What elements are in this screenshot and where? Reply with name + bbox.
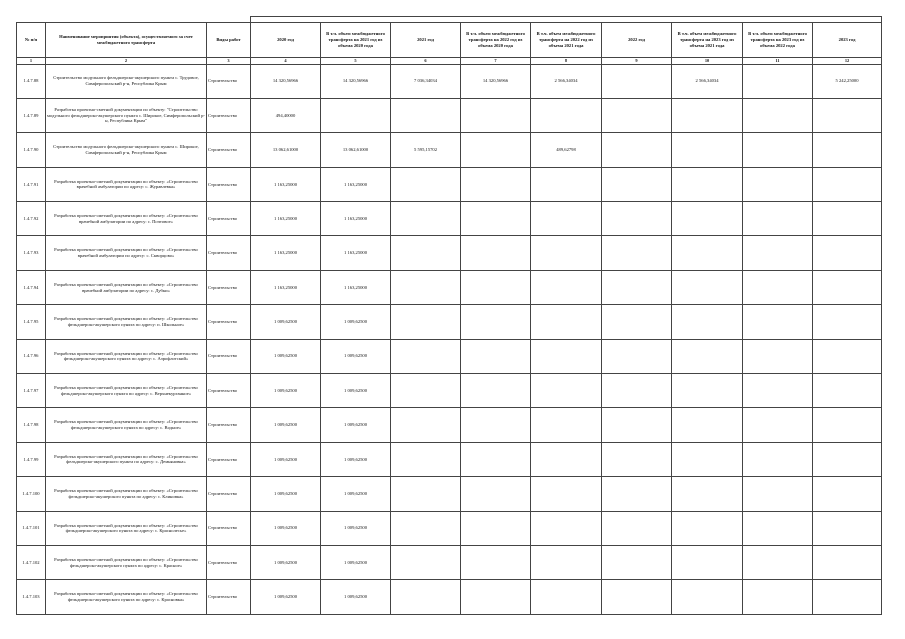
cell-c4: 1 009,62500 [251, 339, 321, 373]
cell-c4: 1 163,25000 [251, 270, 321, 304]
cell-c5: 1 163,25000 [321, 202, 391, 236]
cell-c6 [391, 374, 461, 408]
cell-c4: 1 009,62500 [251, 374, 321, 408]
cell-c4: 1 009,62500 [251, 442, 321, 476]
cell-name: Разработка проектно-сметной документации по объекту: «Строительство фельдшерско-акушерского пункта по адресу: с. Клиновка» [46, 477, 207, 511]
cell-c5: 1 009,62500 [321, 408, 391, 442]
cell-code: 1.4.7.91 [17, 167, 46, 201]
cell-name: Разработка проектно-сметной документации по объекту: «Строительство врачебной амбулатории по адресу: с. Скворцово» [46, 236, 207, 270]
table-row [17, 133, 882, 167]
column-number-3: 3 [207, 58, 251, 65]
table-row [17, 236, 882, 270]
cell-code: 1.4.7.100 [17, 477, 46, 511]
cell-name: Разработка проектно-сметной документации по объекту: «Строительство врачебной амбулатории по адресу: с. Почтовое» [46, 202, 207, 236]
cell-c4: 1 009,62500 [251, 545, 321, 579]
cell-c4: 494,40000 [251, 98, 321, 132]
column-header-11: В т.ч. объем межбюджетного трансферта на 2023 год из объема 2022 года [743, 23, 813, 58]
column-number-1: 1 [17, 58, 46, 65]
cell-kind: Строительство [207, 339, 251, 373]
table-row [17, 408, 882, 442]
cell-c10 [672, 167, 743, 201]
cell-code: 1.4.7.98 [17, 408, 46, 442]
cell-c8 [531, 511, 602, 545]
column-number-5: 5 [321, 58, 391, 65]
cell-c4: 1 163,25000 [251, 236, 321, 270]
cell-c7 [461, 167, 531, 201]
cell-c12 [813, 374, 882, 408]
column-number-7: 7 [461, 58, 531, 65]
cell-code: 1.4.7.89 [17, 98, 46, 132]
cell-c10 [672, 339, 743, 373]
cell-c12 [813, 339, 882, 373]
cell-c4: 1 163,25000 [251, 167, 321, 201]
cell-name: Разработка проектно-сметной документации по объекту: «Строительство фельдшерско-акушерского пункта по адресу: с. Краснолесье» [46, 511, 207, 545]
cell-c9 [602, 270, 672, 304]
cell-c11 [743, 339, 813, 373]
cell-c9 [602, 305, 672, 339]
cell-c11 [743, 545, 813, 579]
cell-c12 [813, 98, 882, 132]
cell-code: 1.4.7.103 [17, 580, 46, 614]
cell-c6 [391, 305, 461, 339]
table-row [17, 545, 882, 579]
cell-c10 [672, 305, 743, 339]
cell-name: Строительство модульного фельдшерско-акушерского пункта с. Широкое, Симферопольский р-н, Республика Крым [46, 133, 207, 167]
cell-c4: 14 320,56966 [251, 64, 321, 98]
cell-c6 [391, 202, 461, 236]
cell-c10 [672, 477, 743, 511]
cell-c12 [813, 167, 882, 201]
cell-c12 [813, 580, 882, 614]
cell-c8 [531, 545, 602, 579]
cell-c6 [391, 580, 461, 614]
cell-c7 [461, 580, 531, 614]
cell-name: Разработка проектно-сметной документации по объекту: «Строительство фельдшерско-акушерского пункта по адресу: с. Красное» [46, 545, 207, 579]
cell-c9 [602, 64, 672, 98]
cell-c6 [391, 511, 461, 545]
table-row [17, 202, 882, 236]
cell-c11 [743, 98, 813, 132]
cell-c10 [672, 98, 743, 132]
cell-c8 [531, 477, 602, 511]
cell-c5: 1 163,25000 [321, 270, 391, 304]
table-body [17, 64, 882, 614]
cell-code: 1.4.7.92 [17, 202, 46, 236]
cell-kind: Строительство [207, 64, 251, 98]
cell-c7 [461, 305, 531, 339]
cell-kind: Строительство [207, 580, 251, 614]
cell-c8 [531, 374, 602, 408]
cell-name: Разработка проектно-сметной документации по объекту: «Строительство врачебной амбулатории по адресу: с. Журавлевка» [46, 167, 207, 201]
cell-c4: 1 009,62500 [251, 305, 321, 339]
table-row [17, 339, 882, 373]
cell-c6 [391, 442, 461, 476]
cell-code: 1.4.7.90 [17, 133, 46, 167]
cell-c10 [672, 133, 743, 167]
cell-c8 [531, 408, 602, 442]
cell-c5: 1 009,62500 [321, 374, 391, 408]
cell-c10 [672, 442, 743, 476]
cell-name: Разработка проектно-сметной документации по объекту: «Строительство фельдшерско-акушерского пункта по адресу: с. Красновка» [46, 580, 207, 614]
cell-c7 [461, 270, 531, 304]
cell-c9 [602, 408, 672, 442]
cell-c8 [531, 442, 602, 476]
cell-c8 [531, 339, 602, 373]
column-header-4: 2020 год [251, 23, 321, 58]
cell-c9 [602, 511, 672, 545]
budget-table [16, 16, 882, 615]
cell-c4: 1 009,62500 [251, 477, 321, 511]
column-number-11: 11 [743, 58, 813, 65]
cell-c7 [461, 236, 531, 270]
cell-c7 [461, 374, 531, 408]
table-row [17, 305, 882, 339]
cell-code: 1.4.7.95 [17, 305, 46, 339]
cell-c5: 1 009,62500 [321, 580, 391, 614]
cell-c5: 1 009,62500 [321, 511, 391, 545]
cell-c12 [813, 442, 882, 476]
cell-c8: 2 566,34034 [531, 64, 602, 98]
cell-c7 [461, 477, 531, 511]
cell-c9 [602, 167, 672, 201]
cell-c12 [813, 305, 882, 339]
table-row [17, 442, 882, 476]
cell-c12 [813, 133, 882, 167]
cell-c11 [743, 202, 813, 236]
cell-c5: 1 009,62500 [321, 477, 391, 511]
cell-c8 [531, 236, 602, 270]
cell-code: 1.4.7.102 [17, 545, 46, 579]
cell-kind: Строительство [207, 98, 251, 132]
cell-kind: Строительство [207, 477, 251, 511]
cell-c7 [461, 511, 531, 545]
cell-c11 [743, 477, 813, 511]
column-number-6: 6 [391, 58, 461, 65]
cell-c7 [461, 133, 531, 167]
cell-c7 [461, 408, 531, 442]
cell-c6 [391, 408, 461, 442]
cell-kind: Строительство [207, 545, 251, 579]
cell-kind: Строительство [207, 408, 251, 442]
column-number-9: 9 [602, 58, 672, 65]
cell-c12 [813, 511, 882, 545]
cell-c9 [602, 339, 672, 373]
cell-kind: Строительство [207, 442, 251, 476]
cell-c4: 1 009,62500 [251, 511, 321, 545]
cell-code: 1.4.7.97 [17, 374, 46, 408]
cell-name: Разработка проектно-сметной документации по объекту: «Строительство фельдшерско-акушерского пункта по адресу: с. Водное» [46, 408, 207, 442]
cell-c11 [743, 167, 813, 201]
cell-c4: 1 009,62500 [251, 580, 321, 614]
cell-c4: 1 009,62500 [251, 408, 321, 442]
cell-code: 1.4.7.93 [17, 236, 46, 270]
cell-c10 [672, 545, 743, 579]
cell-c12: 5 242,25000 [813, 64, 882, 98]
cell-name: Разработка проектно-сметной документации по объекту: «Строительство фельдшерско-акушерского пункта по адресу: п. Школьное» [46, 305, 207, 339]
cell-c8 [531, 202, 602, 236]
cell-kind: Строительство [207, 202, 251, 236]
cell-c7 [461, 98, 531, 132]
cell-c4: 1 163,25000 [251, 202, 321, 236]
cell-c7 [461, 339, 531, 373]
cell-c7 [461, 545, 531, 579]
cell-c4: 13 062,61000 [251, 133, 321, 167]
cell-c8 [531, 305, 602, 339]
cell-c12 [813, 477, 882, 511]
cell-c12 [813, 270, 882, 304]
cell-code: 1.4.7.99 [17, 442, 46, 476]
cell-c10 [672, 580, 743, 614]
cell-c9 [602, 202, 672, 236]
cell-kind: Строительство [207, 374, 251, 408]
column-number-12: 12 [813, 58, 882, 65]
cell-kind: Строительство [207, 270, 251, 304]
cell-kind: Строительство [207, 511, 251, 545]
cell-c5: 13 062,61000 [321, 133, 391, 167]
cell-name: Разработка проектно-сметной документации по объекту: «Строительство фельдшерско-акушерского пункта по адресу: с. Демьяновка» [46, 442, 207, 476]
cell-c10 [672, 408, 743, 442]
cell-c12 [813, 408, 882, 442]
column-header-6: 2021 год [391, 23, 461, 58]
cell-name: Разработка проектно-сметной документации по объекту: "Строительство модульного фельдшерско-акушерского пункта с. Широкое, Симферопольский р-н, Республика Крым" [46, 98, 207, 132]
cell-c10 [672, 236, 743, 270]
cell-name: Разработка проектно-сметной документации по объекту: «Строительство фельдшерско-акушерского пункта по адресу: с. Аэрофлотский» [46, 339, 207, 373]
cell-c11 [743, 408, 813, 442]
cell-c9 [602, 374, 672, 408]
cell-kind: Строительство [207, 133, 251, 167]
table-row [17, 98, 882, 132]
cell-c11 [743, 511, 813, 545]
cell-c7: 14 320,56966 [461, 64, 531, 98]
column-header-5: В т.ч. объем межбюджетного трансферта на 2021 год из объема 2020 года [321, 23, 391, 58]
cell-c9 [602, 133, 672, 167]
cell-c5: 1 163,25000 [321, 167, 391, 201]
column-header-8: В т.ч. объем межбюджетного трансферта на 2022 год из объема 2021 года [531, 23, 602, 58]
cell-c10 [672, 270, 743, 304]
table-row [17, 374, 882, 408]
cell-c5: 1 009,62500 [321, 545, 391, 579]
cell-c5: 1 009,62500 [321, 339, 391, 373]
cell-c10 [672, 511, 743, 545]
cell-c8 [531, 580, 602, 614]
cell-code: 1.4.7.101 [17, 511, 46, 545]
cell-c7 [461, 442, 531, 476]
column-number-8: 8 [531, 58, 602, 65]
cell-c12 [813, 202, 882, 236]
cell-c8 [531, 270, 602, 304]
cell-c12 [813, 545, 882, 579]
cell-c11 [743, 270, 813, 304]
cell-c6: 7 036,34034 [391, 64, 461, 98]
cell-c12 [813, 236, 882, 270]
cell-c10 [672, 374, 743, 408]
cell-c8 [531, 98, 602, 132]
cell-kind: Строительство [207, 236, 251, 270]
column-number-4: 4 [251, 58, 321, 65]
cell-c5: 14 320,56966 [321, 64, 391, 98]
cell-c11 [743, 133, 813, 167]
cell-c9 [602, 545, 672, 579]
cell-c9 [602, 580, 672, 614]
cell-c9 [602, 98, 672, 132]
cell-c11 [743, 374, 813, 408]
cell-c6 [391, 236, 461, 270]
table-row [17, 511, 882, 545]
cell-name: Разработка проектно-сметной документации по объекту: «Строительство врачебной амбулатории по адресу: с. Дубки» [46, 270, 207, 304]
column-header-12: 2023 год [813, 23, 882, 58]
table-row [17, 580, 882, 614]
cell-c9 [602, 477, 672, 511]
cell-c8: 489,62798 [531, 133, 602, 167]
cell-c9 [602, 442, 672, 476]
table-row [17, 64, 882, 98]
cell-code: 1.4.7.94 [17, 270, 46, 304]
cell-c6 [391, 98, 461, 132]
column-header-9: 2022 год [602, 23, 672, 58]
cell-c5: 1 009,62500 [321, 442, 391, 476]
cell-c5: 1 163,25000 [321, 236, 391, 270]
cell-c11 [743, 64, 813, 98]
cell-c11 [743, 305, 813, 339]
cell-c10 [672, 202, 743, 236]
column-header-3: Виды работ [207, 23, 251, 58]
cell-c8 [531, 167, 602, 201]
cell-c11 [743, 442, 813, 476]
cell-name: Строительство модульного фельдшерско-акушерского пункта с. Трудовое, Симферопольский р-н, Республика Крым [46, 64, 207, 98]
column-header-2: Наименование мероприятия (объекта), осуществляемого за счет межбюджетного трансферта [46, 23, 207, 58]
cell-code: 1.4.7.88 [17, 64, 46, 98]
cell-c11 [743, 236, 813, 270]
cell-c6 [391, 477, 461, 511]
cell-c9 [602, 236, 672, 270]
cell-name: Разработка проектно-сметной документации по объекту: «Строительство фельдшерско-акушерского пункта по адресу: с. Верхнекурганное» [46, 374, 207, 408]
cell-c5 [321, 98, 391, 132]
cell-c6: 5 595,15702 [391, 133, 461, 167]
cell-c6 [391, 167, 461, 201]
table-row [17, 167, 882, 201]
cell-kind: Строительство [207, 305, 251, 339]
column-header-7: В т.ч. объем межбюджетного трансферта на 2022 год из объема 2020 года [461, 23, 531, 58]
table-row [17, 270, 882, 304]
cell-c5: 1 009,62500 [321, 305, 391, 339]
cell-c7 [461, 202, 531, 236]
column-number-2: 2 [46, 58, 207, 65]
cell-c6 [391, 339, 461, 373]
cell-kind: Строительство [207, 167, 251, 201]
cell-code: 1.4.7.96 [17, 339, 46, 373]
table-row [17, 477, 882, 511]
column-header-1: № п/п [17, 23, 46, 58]
column-header-row [17, 23, 882, 58]
column-header-10: В т.ч. объем межбюджетного трансферта на 2023 год из объема 2021 года [672, 23, 743, 58]
cell-c11 [743, 580, 813, 614]
cell-c6 [391, 270, 461, 304]
cell-c10: 2 566,34034 [672, 64, 743, 98]
cell-c6 [391, 545, 461, 579]
column-number-10: 10 [672, 58, 743, 65]
